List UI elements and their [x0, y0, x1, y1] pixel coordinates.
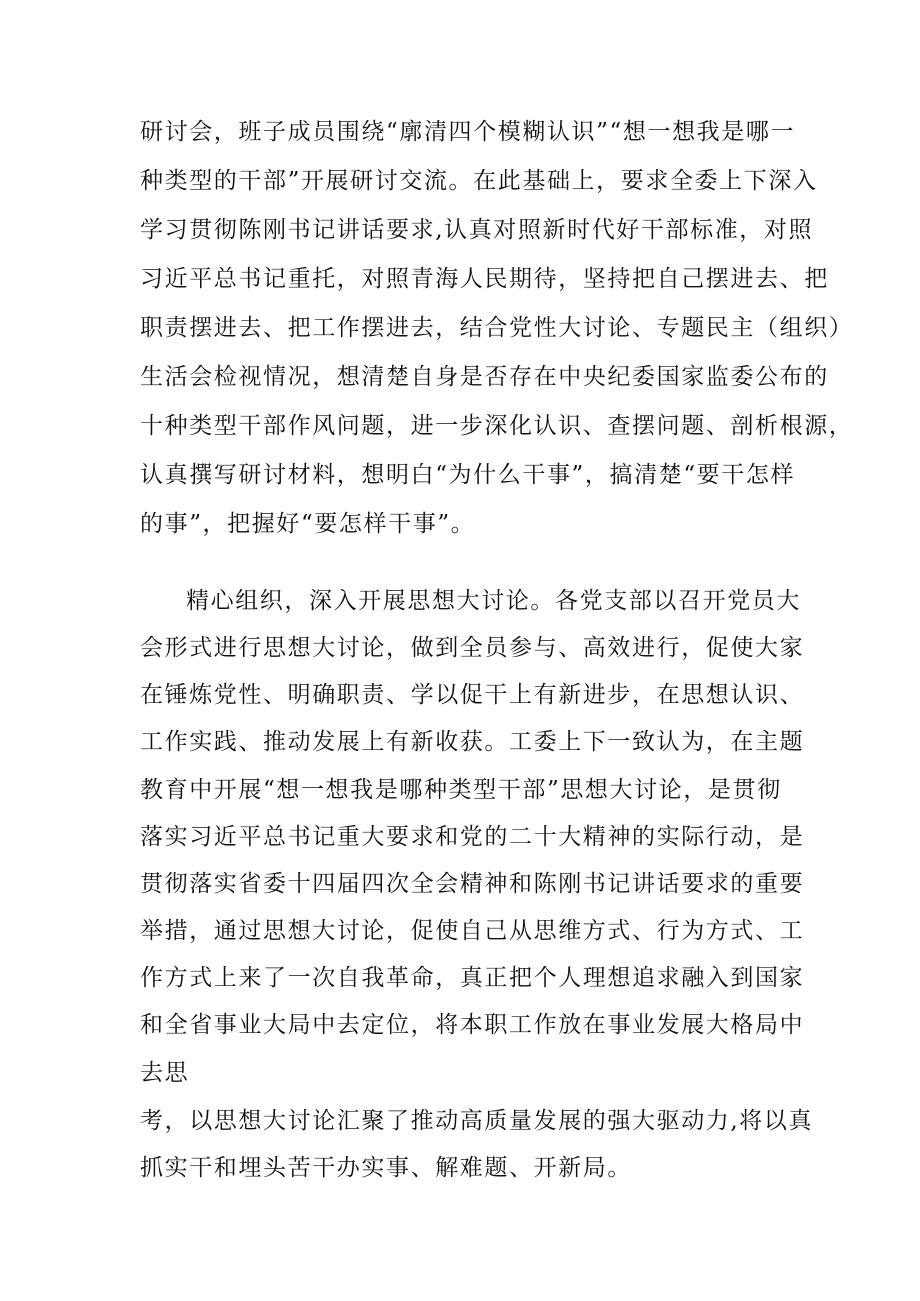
paragraph-3-line-1: 考，以思想大讨论汇聚了推动高质量发展的强大驱动力,将以真	[140, 1108, 814, 1134]
paragraph-2-line-8: 举措，通过思想大讨论，促使自己从思维方式、行为方式、工	[140, 918, 805, 944]
paragraph-2-line-2: 会形式进行思想大讨论，做到全员参与、高效进行，促使大家	[140, 635, 805, 661]
paragraph-1-line-7: 十种类型干部作风问题，进一步深化认识、查摆问题、剖析根源，	[140, 413, 854, 439]
paragraph-2-line-4: 工作实践、推动发展上有新收获。工委上下一致认为，在主题	[140, 729, 805, 755]
paragraph-2-line-11: 去思	[140, 1060, 190, 1086]
paragraph-2-line-7: 贯彻落实省委十四届四次全会精神和陈刚书记讲话要求的重要	[140, 871, 805, 897]
paragraph-1-line-8: 认真撰写研讨材料，想明白“为什么干事”，搞清楚“要干怎样	[140, 462, 796, 488]
paragraph-2-line-6: 落实习近平总书记重大要求和党的二十大精神的实际行动，是	[140, 824, 805, 850]
paragraph-1-line-6: 生活会检视情况，想清楚自身是否存在中央纪委国家监委公布的	[140, 364, 829, 390]
paragraph-3-line-2: 抓实干和埋头苦干办实事、解难题、开新局。	[140, 1155, 632, 1181]
paragraph-1-line-3: 学习贯彻陈刚书记讲话要求,认真对照新时代好干部标准，对照	[140, 217, 814, 243]
paragraph-2-line-10: 和全省事业大局中去定位，将本职工作放在事业发展大格局中	[140, 1012, 805, 1038]
paragraph-2-line-9: 作方式上来了一次自我革命，真正把个人理想追求融入到国家	[140, 965, 805, 991]
paragraph-1-line-5: 职责摆进去、把工作摆进去，结合党性大讨论、专题民主（组织）	[140, 315, 854, 341]
paragraph-2-line-3: 在锤炼党性、明确职责、学以促干上有新进步，在思想认识、	[140, 682, 805, 708]
paragraph-2-line-1: 精心组织，深入开展思想大讨论。各党支部以召开党员大	[186, 588, 801, 614]
paragraph-1-line-4: 习近平总书记重托，对照青海人民期待，坚持把自己摆进去、把	[140, 266, 829, 292]
paragraph-2-line-5: 教育中开展“想一想我是哪种类型干部”思想大讨论，是贯彻	[140, 777, 782, 803]
paragraph-1-line-1: 研讨会，班子成员围绕“廓清四个模糊认识”“想一想我是哪一	[140, 119, 796, 145]
paragraph-1-line-2: 种类型的干部”开展研讨交流。在此基础上，要求全委上下深入	[140, 168, 818, 194]
paragraph-1-line-9: 的事”，把握好“要怎样干事”。	[140, 511, 476, 537]
